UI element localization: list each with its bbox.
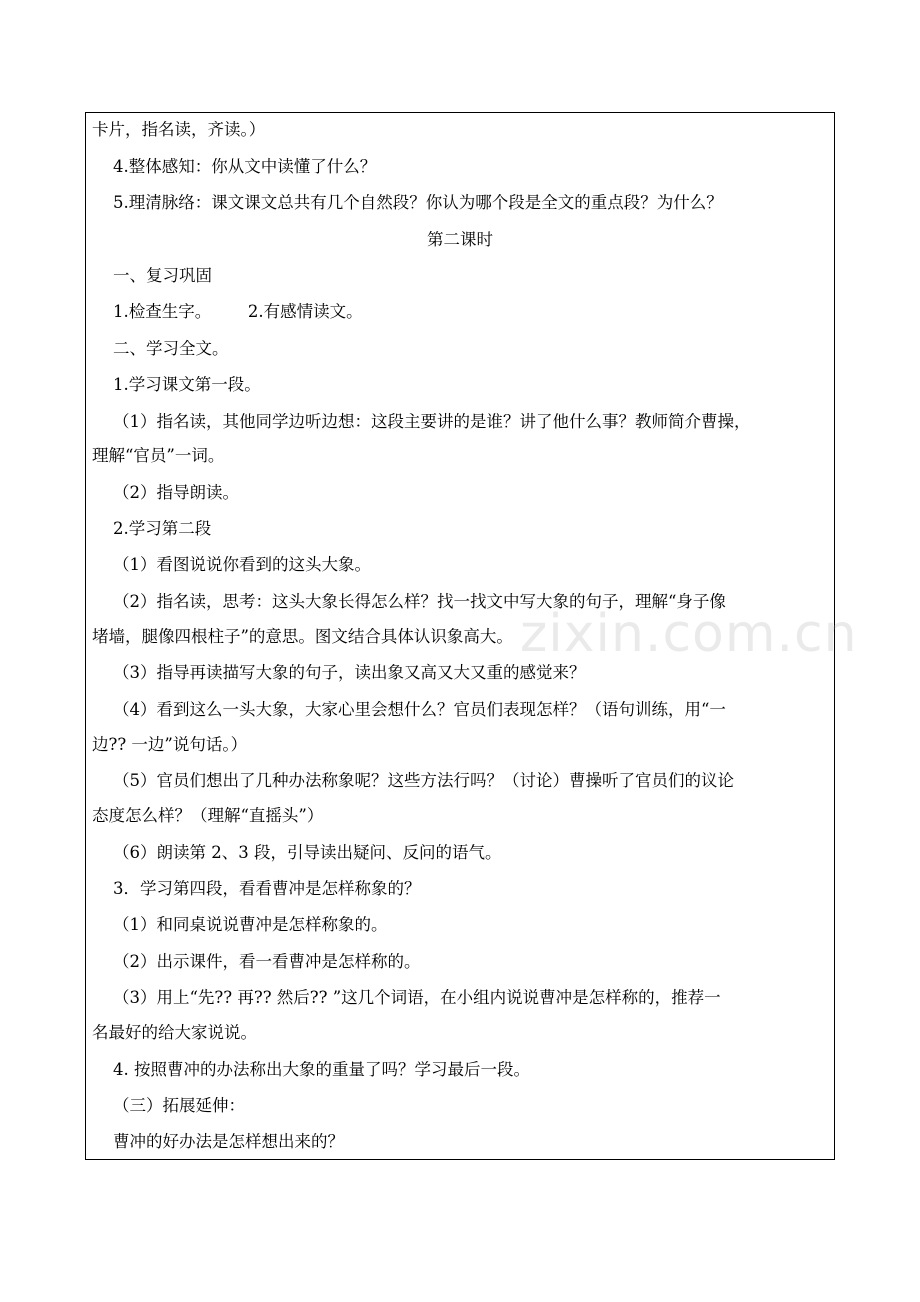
- text-line: 堵墙，腿像四根柱子”的意思。图文结合具体认识象高大。: [92, 627, 513, 646]
- text-line: （2）指名读，思考：这头大象长得怎么样？找一找文中写大象的句子，理解“身子像: [92, 592, 726, 611]
- watermark: zixin.com.cn: [520, 604, 858, 664]
- text-line: 理解“官员”一词。: [92, 446, 225, 465]
- text-line: 名最好的给大家说说。: [92, 1023, 257, 1042]
- text-line: 边?? 一边”说句话。）: [92, 735, 248, 754]
- text-line: 2.学习第二段: [92, 519, 212, 538]
- section-heading: 第二课时: [427, 230, 493, 249]
- text-line: 4. 按照曹冲的办法称出大象的重量了吗？学习最后一段。: [92, 1060, 530, 1079]
- text-line: （3）用上“先?? 再?? 然后?? ”这几个词语，在小组内说说曹冲是怎样称的，推荐一: [92, 988, 721, 1007]
- text-line: 3．学习第四段，看看曹冲是怎样称象的？: [92, 879, 421, 898]
- text-line: （6）朗读第 2、3 段，引导读出疑问、反问的语气。: [92, 843, 502, 862]
- text-line: （1）和同桌说说曹冲是怎样称象的。: [92, 915, 388, 934]
- text-line: （三）拓展延伸：: [92, 1096, 245, 1115]
- text-line: （1）指名读，其他同学边听边想：这段主要讲的是谁？讲了他什么事？教师简介曹操，: [92, 412, 751, 431]
- text-line: 曹冲的好办法是怎样想出来的？: [92, 1132, 344, 1151]
- text-line: 态度怎么样？（理解“直摇头”）: [92, 806, 324, 825]
- text-line: （2）指导朗读。: [92, 483, 239, 502]
- text-line: （3）指导再读描写大象的句子，读出象又高又大又重的感觉来？: [92, 663, 586, 682]
- text-line: 4.整体感知：你从文中读懂了什么？: [92, 157, 377, 176]
- text-line: （2）出示课件，看一看曹冲是怎样称的。: [92, 952, 421, 971]
- text-line: 1.检查生字。 2.有感情读文。: [92, 302, 363, 321]
- text-line: 5.理清脉络：课文课文总共有几个自然段？你认为哪个段是全文的重点段？为什么？: [92, 193, 723, 212]
- text-line: 卡片，指名读，齐读。）: [92, 120, 266, 139]
- text-line: 二、学习全文。: [92, 339, 229, 358]
- text-line: 1.学习课文第一段。: [92, 375, 261, 394]
- text-line: （1）看图说说你看到的这头大象。: [92, 555, 371, 574]
- text-line: （5）官员们想出了几种办法称象呢？这些方法行吗？（讨论）曹操听了官员们的议论: [92, 771, 734, 790]
- text-line: 一、复习巩固: [92, 266, 212, 285]
- text-line: （4）看到这么一头大象，大家心里会想什么？官员们表现怎样？（语句训练，用“一: [92, 700, 726, 719]
